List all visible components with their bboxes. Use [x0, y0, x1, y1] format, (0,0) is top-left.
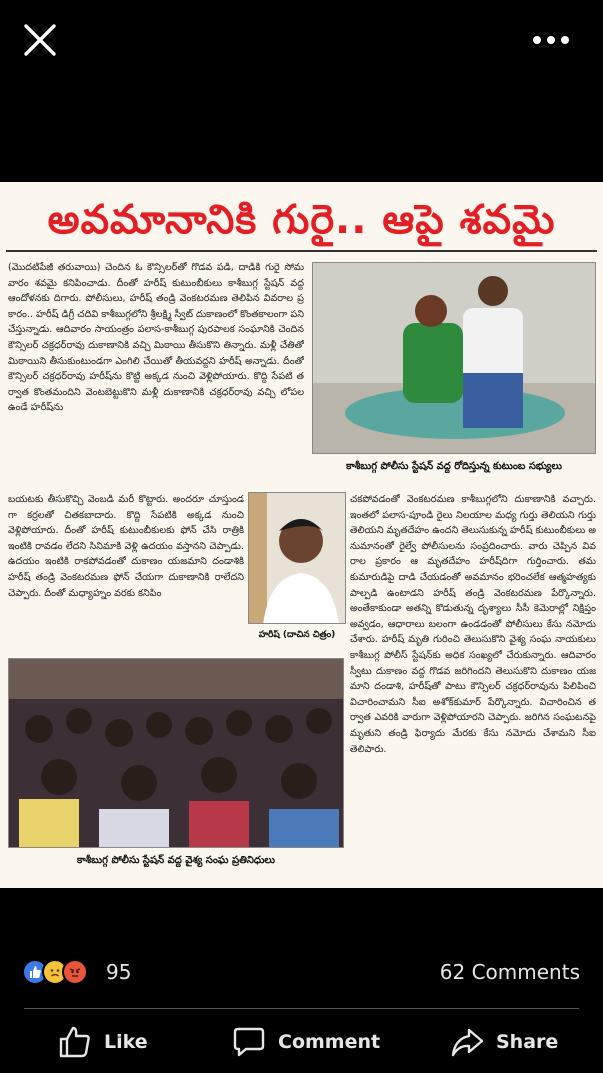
share-button[interactable] [450, 1022, 558, 1062]
like-button[interactable] [58, 1022, 148, 1062]
article-column-3: చకపోవడంతో వెంకటరమణ కాశీబుగ్గలోని దుకాణానికి వచ్చారు. ఇంతలో పలాస-పూండి రైలు నిలయాల మధ్య గుర్తు తెలియని గుర్తు తెలియని మృతదేహం ఉందని తెలుసుకున్న హరీష్ కుటుంబీకులు అనుమానంతో రైల్వే పోలీసులను సంప్రదించారు. వారు చెప్పిన వివరాల ప్రకారం ఆ మృతదేహం హరీష్‌దిగా గుర్తించారు. తమ కుమారుడిపై దాడి చేయడంతో అవమానం భరించలేక ఆత్మహత్యకు పాల్పడి ఉంటాడని హరీష్ తండ్రి వెంకటరమణ పేర్కొన్నారు. అంతేకాకుండా అతన్ని కొడుతున్న దృశ్యాలు సీసీ కెమెరాల్లో నిక్షిప్తం అవ్వడం, ఆధారాలు బలంగా ఉండడంతో పోలీసులు కేసు నమోదు చేశారు. హరీష్ మృతి గురించి తెలుసుకొని వైశ్య సంఘ నాయకులు కాశీబుగ్గ పోలీస్ స్టేషన్‌కు అధిక సంఖ్యలో చేరుకున్నారు. ఆదివారం స్వీటు దుకాణం వద్ద గొడవ జరిగిందని తెలుసుకొని దుకాణం యజమాని దండాశి, హరీష్‌తో పాటు కౌన్సిలర్ చక్రధర్‌రావును పిలిపించి విచారించామని సీఐ అశోక్‌కుమార్ పేర్కొన్నారు. విచారించిన తర్వాత ఎవరికి వారుగా వెళ్లిపోయారని చెప్పారు. జరిగిన సంఘటనపై మృతుని తండ్రి ఫిర్యాదు మేరకు కేసు నమోదు చేశామని సీఐ తెలిపారు. [350, 494, 596, 755]
family-photo [312, 262, 596, 454]
comment-button[interactable] [232, 1022, 380, 1062]
actions-divider [24, 1008, 579, 1009]
like-label: Like [104, 1031, 148, 1053]
crowd-photo-caption: కాశీబుగ్గ పోలీసు స్టేషన్ వద్ద వైశ్య సంఘ ప్రతినిధులు [77, 855, 275, 866]
crowd-photo [8, 658, 344, 848]
harish-photo [248, 492, 346, 624]
harish-photo-caption: హరీష్ (దాచిన చిత్రం) [258, 630, 336, 640]
comments-count-link[interactable]: 62 Comments [439, 960, 580, 984]
comment-label: Comment [278, 1031, 381, 1053]
reaction-count[interactable]: 95 [106, 960, 132, 984]
thumbs-up-icon [58, 1025, 92, 1059]
family-photo-caption: కాశీబుగ్గ పోలీసు స్టేషన్ వద్ద రోదిస్తున్న కుటుంబ సభ్యులు [346, 461, 562, 472]
newspaper-clipping-photo[interactable] [0, 182, 603, 888]
newspaper-headline: అవమానానికి గురై.. ఆపై శవమై [47, 197, 556, 243]
share-arrow-icon [450, 1025, 484, 1059]
close-icon[interactable] [22, 22, 58, 58]
article-column-1-bottom: బయటకు తీసుకొచ్చి వెంబడి మరీ కొట్టారు. అందరూ చూస్తుండగా కర్రలతో చితకబాదారు. కొద్ది సేపటికి అక్కడ నుంచి వెళ్లిపోయారు. దీంతో హరీష్ కుటుంబీకులకు ఫోన్ చేసి రాత్రికి ఇంటికి రావడం లేదని సినిమాకి వెళ్లి ఉదయం వస్తానని చెప్పాడు. ఉదయం ఇంటికి రాకపోవడంతో దుకాణం యజమాని దండాశికి హరీష్ తండ్రి వెంకటరమణ ఫోన్ చేయగా దుకాణానికి రాలేదని చెప్పారు. దీంతో మధ్యాహ్నం వరకు కనిపిం [8, 494, 244, 599]
share-label: Share [496, 1031, 559, 1053]
more-options-icon[interactable] [528, 26, 574, 54]
angry-reaction-icon [62, 959, 88, 985]
reaction-icons[interactable] [22, 958, 82, 986]
comment-bubble-icon [232, 1025, 266, 1059]
article-column-1-top: (మొదటిపేజీ తరువాయి) చెందిన ఓ కౌన్సిలర్‌తో గొడవ పడి, దాడికి గురై సోమవారం శవమై కనిపించాడు. దీంతో హరీష్ కుటుంబీకులు కాశీబుగ్గ స్టేషన్ వద్ద ఆందోళనకు దిగారు. పోలీసులు, హరీష్ తండ్రి వెంకటరమణ తెలిపిన వివరాల ప్రకారం.. హరీష్ డిగ్రీ చదివి కాశీబుగ్గలోని శ్రీలక్ష్మి స్వీట్ దుకాణంలో కొంతకాలంగా పని చేస్తున్నాడు. ఆదివారం సాయంత్రం పలాస-కాశీబుగ్గ పురపాలక సంఘానికి చెందిన కౌన్సిలర్ చక్రధర్‌రావు దుకాణానికి వచ్చి మిఠాయి తీసుకొని తిన్నారు. మళ్లీ చేతితో మిఠాయిని తీసుకుంటుండగా ఎంగిలి చేయితో తీయవద్దని హరీష్ అన్నాడు. దీంతో కౌన్సిలర్ చక్రధర్‌రావు హరీష్‌ను కొట్టి అక్కడ నుంచి వెళ్లిపోయారు. కొద్ది సేపటి తర్వాత కొంతమందిని వెంటబెట్టుకొని మళ్లీ దుకాణానికి చక్రధర్‌రావు వచ్చి లోపల ఉండే హరీష్‌ను [8, 262, 304, 414]
viewer-top-bar [0, 0, 603, 84]
headline-rule [6, 250, 597, 252]
